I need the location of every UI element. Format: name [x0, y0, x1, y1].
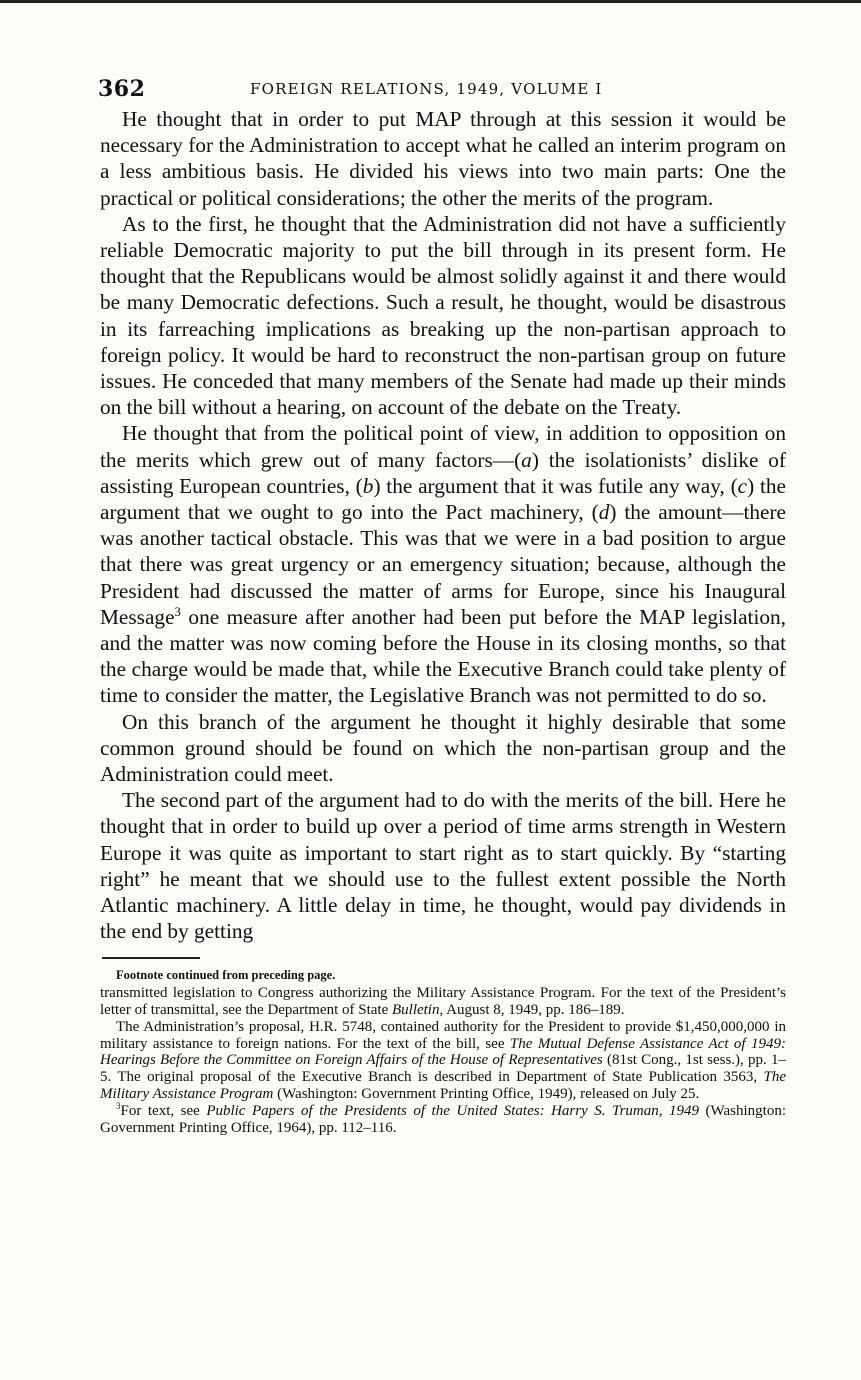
list-marker: b [362, 473, 374, 498]
list-marker: c [737, 473, 748, 498]
text-run: (81st Cong., 1st sess.), pp. 1–5. The original proposal of the Executive Branch is described in Department of State Publication 3563, [100, 1052, 786, 1086]
page-top-edge [0, 0, 861, 3]
citation-title: The Military Assistance Program [100, 1069, 786, 1103]
text-run: ) the isolationists’ dislike of assisting European countries, ( [100, 447, 786, 498]
citation-title: Public Papers of the Presidents of the United States: Harry S. Truman, 1949 [206, 1102, 700, 1119]
citation-title: The Mutual Defense Assistance Act of 1949: Hearings Before the Committee on Foreign Affairs of the House of Representatives [100, 1035, 786, 1069]
document-page [100, 72, 786, 1136]
footnote-reference[interactable]: 3 [174, 604, 181, 619]
text-run: The Administration’s proposal, H.R. 5748, contained authority for the President to provide $1,450,000,000 in military assistance to foreign nations. For the text of the bill, see [100, 1018, 786, 1052]
footnote-3 [100, 1100, 787, 1137]
footnote [100, 985, 786, 1019]
running-head: FOREIGN RELATIONS, 1949, VOLUME I [250, 80, 603, 98]
text-run: (Washington: Government Printing Office, 1949), released on July 25. [273, 1086, 700, 1103]
paragraph: On this branch of the argument he thought it highly desirable that some common ground should be found on which the non-partisan group and the Administration could meet. [100, 709, 786, 787]
citation-title: Bulletin [391, 1002, 440, 1019]
text-run: , August 8, 1949, pp. 186–189. [439, 1002, 625, 1019]
text-run: (Washington: Government Printing Office, 1964), pp. 112–116. [100, 1102, 787, 1136]
list-marker: a [521, 447, 532, 472]
text-run: transmitted legislation to Congress authorizing the Military Assistance Program. For the text of the President’s letter of transmittal, see the Department of State [100, 985, 786, 1019]
paragraph: He thought that in order to put MAP through at this session it would be necessary for the Administration to accept what he called an interim program on a less ambitious basis. He divided his views into two main parts: One the practical or political considerations; the other the merits of the program. [100, 107, 786, 210]
text-run: He thought that from the political point of view, in addition to opposition on the merits which grew out of many factors—( [100, 421, 786, 472]
paragraph: As to the first, he thought that the Administration did not have a sufficiently reliable Democratic majority to put the bill through in its present form. He thought that the Republicans would be almost solidly against it and there would be many Democratic defections. Such a result, he thought, would be disastrous in its farreaching implications as breaking up the non-partisan approach to foreign policy. It would be hard to reconstruct the non-partisan group on future issues. He conceded that many members of the Senate had made up their minds on the bill without a hearing, on account of the debate on the Treaty. [100, 211, 786, 420]
list-marker: d [598, 500, 610, 525]
footnotes [100, 967, 786, 1137]
body-text [100, 106, 786, 945]
text-run: one measure after another had been put before the MAP legislation, and the matter was now coming before the House in its closing months, so that the charge would be made that, while the Executive Branch could take plenty of time to consider the matter, the Legislative Branch was not permitted to do so. [100, 604, 786, 708]
footnote-number: 3 [116, 1100, 121, 1111]
page-header [100, 72, 786, 106]
footnote-separator [102, 957, 200, 959]
paragraph: The second part of the argument had to do with the merits of the bill. Here he thought that in order to build up over a period of time arms strength in Western Europe it was quite as important to start right as to start quickly. By “starting right” he meant that we should use to the fullest extent possible the North Atlantic machinery. A little delay in time, he thought, would pay dividends in the end by getting [100, 788, 786, 944]
footnote-continued-label: Footnote continued from preceding page. [116, 967, 336, 982]
text-run: ) the argument that we ought to go into the Pact machinery, ( [100, 473, 787, 525]
text-run: ) the argument that it was futile any way, ( [373, 473, 738, 498]
footnote [100, 1019, 786, 1103]
page-number: 362 [98, 76, 146, 102]
text-run: For text, see [120, 1102, 207, 1119]
paragraph [100, 420, 786, 708]
text-run: ) the amount—there was another tactical obstacle. This was that we were in a bad position to argue that there was great urgency or an emergency situation; because, although the President had discussed the matter of arms for Europe, since his Inaugural Message [100, 500, 787, 629]
